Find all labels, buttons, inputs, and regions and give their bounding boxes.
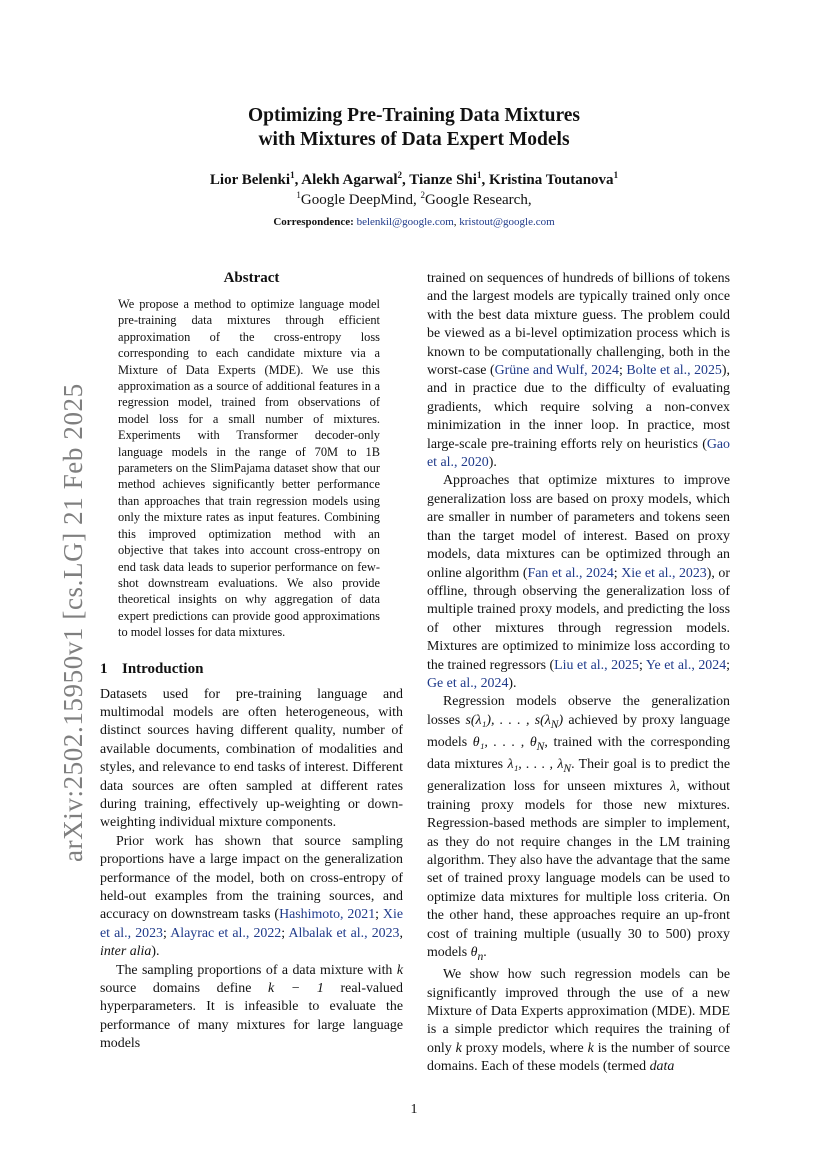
math-subscript: n [477,949,484,963]
affiliation-mark: 2 [420,190,425,200]
citation-link[interactable]: Hashimoto, 2021 [279,907,376,923]
text-run: We show how such regression models can be significantly improved through the use of a new Mixture of Data Experts approximation (MDE). MDE is a simple predictor which requires the training of only [427,967,730,1056]
text-run: , [399,925,403,941]
text-run: ). [488,455,497,471]
left-column [100,268,403,1054]
text-run: ; [162,925,171,941]
author-separator: , [481,172,489,188]
affiliation-name: Google DeepMind, [300,192,421,208]
intro-paragraph-6 [427,693,730,966]
citation-link[interactable]: Ye et al., 2024 [645,657,727,673]
text-run: is the number of source domains. Each of these models (termed [427,1040,730,1075]
arxiv-identifier-text: arXiv:2502.15950v1 [cs.LG] 21 Feb 2025 [58,383,88,862]
email-separator: , [453,216,460,228]
citation-link[interactable]: Gao et al., 2020 [427,436,730,471]
math-run: ) [558,712,564,728]
text-run: proxy models, where [461,1040,588,1056]
math-subscript: N [536,739,545,753]
math-expression [470,944,487,963]
text-run: Regression models observe the generalization losses [427,694,730,728]
text-run: ; [638,657,646,673]
math-variable: k [587,1040,594,1056]
text-run: Approaches that optimize mixtures to improve generalization loss are based on proxy models, which are smaller in number of parameters and tokens seen than the target model of interest. Based on proxy models, data mixtures can be optimized through an online algorithm ( [427,473,730,581]
intro-paragraph-2 [100,833,403,962]
author-separator: , [402,172,410,188]
math-run: θ [470,944,478,960]
text-run: , without training proxy models for those new mixtures. Regression-based methods are simpler to implement, as they do not require changes in the LM training algorithm. They also have the advantage that the same set of trained proxy language models can be used to optimize data mixtures for multiple loss criteria. On the other hand, these approaches require an up-front cost of training multiple (usually 30 to 500) proxy models [427,779,731,960]
author-name: Lior Belenki [209,172,291,188]
affiliations [100,190,728,210]
math-expression: k − 1 [268,981,324,997]
math-subscript: N [550,717,559,731]
math-run: λ₁, . . . , λ [507,757,564,773]
math-run: s(λ₁), . . . , s(λ [465,712,551,728]
section-heading-introduction [100,659,403,679]
text-run: ; [613,565,622,581]
citation-link[interactable]: Ge et al., 2024 [427,675,509,691]
math-variable: k [396,962,403,978]
author-affiliation-mark: 1 [613,170,619,180]
math-run: θ₁, . . . , θ [472,734,537,750]
intro-paragraph-1: Datasets used for pre-training language and multimodal models are often heterogeneous, with distinct sources having different quality, number of available documents, combination of modalities and styles, and relevance to end tasks of interest. Different data sources are often sampled at different rates during training, effectively up-weighting or down-weighting individual mixture components. [100,686,403,831]
email-link[interactable]: kristout@google.com [459,216,555,228]
text-run: ; [375,907,383,923]
author-affiliation-mark: 1 [290,170,295,180]
text-run: . [483,944,487,960]
abstract-text: We propose a method to optimize language model pre-training data mixtures through efficient approximation of the cross-entropy loss corresponding to each candidate mixture via a Mixture of Data Experts (MDE). We use this approximation as a source of additional features in a regression model, trained from observations of model loss for a small number of mixtures. Experiments with Transformer decoder-only language models in the range of 70M to 1B parameters on the SlimPajama dataset show that our method achieves significantly better performance than approaches that train regression models using only the mixture rates as input features. Combining this improved optimization method with an objective that takes into account cross-entropy on end task data leads to superior performance on few-shot downstream evaluations. We also provide theoretical insights on why aggregation of data expert predictions can provide good approximations to model losses for data mixtures. [118,297,380,640]
text-run: Prior work has shown that source sampling proportions have a large impact on the generalization performance of the model, both on cross-entropy of held-out examples from the training sources, and accuracy on downstream tasks ( [100,833,403,923]
intro-paragraph-7 [427,966,730,1076]
author-name: Alekh Agarwal [301,172,398,188]
math-variable: λ [670,779,677,795]
text-run: source domains define [100,981,269,997]
intro-paragraph-4 [427,270,730,472]
author-list [100,170,728,190]
affiliation-mark: 1 [296,190,301,200]
citation-link[interactable]: Xie et al., 2023 [100,907,403,941]
math-subscript: N [563,761,572,775]
text-run: ). [508,675,517,691]
right-column [427,268,730,1077]
text-run: . Their goal is to predict the generalization loss for unseen mixtures [427,757,730,795]
abstract-heading: Abstract [223,270,280,286]
section-title: Introduction [122,660,204,677]
text-run: ; [726,657,730,673]
citation-link[interactable]: Bolte et al., 2025 [626,363,722,379]
section-number: 1 [100,660,108,677]
math-variable: k [455,1040,462,1056]
author-name: Tianze Shi [409,172,477,188]
math-expression [465,712,564,731]
text-run: , trained with the corresponding data mixtures [427,734,731,773]
text-run: trained on sequences of hundreds of billions of tokens and the largest models are typically trained only once with the best data mixture guess. The problem could be viewed as a bi-level optimization process which is known to be computationally challenging, both in the worst-case ( [427,271,730,379]
citation-link[interactable]: Liu et al., 2025 [554,657,639,673]
citation-link[interactable]: Alayrac et al., 2022 [170,925,282,941]
correspondence-label: Correspondence: [273,216,354,228]
intro-paragraph-3 [100,962,403,1054]
citation-link[interactable]: Xie et al., 2023 [621,565,707,581]
text-run: The sampling proportions of a data mixture with [116,962,397,978]
correspondence [100,214,728,230]
email-link[interactable]: belenkil@google.com [356,216,454,228]
text-run: achieved by proxy language models [427,712,730,750]
arxiv-identifier [20,362,88,862]
text-run: ), or offline, through observing the generalization loss of multiple trained proxy models, and predicting the loss of other mixtures through regression models. Mixtures are optimized to minimize loss according to the trained regressors ( [427,565,730,673]
text-run: ). [151,944,160,960]
emphasis: inter alia [100,944,152,960]
text-run: real-valued hyperparameters. It is infeasible to evaluate the performance of many mixtures for large language models [100,981,403,1052]
citation-link[interactable]: Albalak et al., 2023 [288,925,400,941]
citation-link[interactable]: Fan et al., 2024 [527,565,614,581]
paper-title-line-1: Optimizing Pre-Training Data Mixtures [247,105,580,126]
author-separator: , [294,172,302,188]
paper-header [100,104,728,230]
emphasis: data [649,1059,675,1075]
author-name: Kristina Toutanova [488,172,614,188]
math-expression [507,757,572,775]
intro-paragraph-5 [427,472,730,693]
affiliation-name: Google Research, [424,192,532,208]
author-affiliation-mark: 1 [476,170,482,180]
math-expression [472,734,545,753]
author-affiliation-mark: 2 [397,170,403,180]
citation-link[interactable]: Grüne and Wulf, 2024 [494,363,619,379]
text-run: ; [281,925,289,941]
text-run: ; [618,363,627,379]
paper-title-line-2: with Mixtures of Data Expert Models [258,129,570,150]
text-run: ), and in practice due to the difficulty of evaluating gradients, which require solving a non-convex minimization in the inner loop. In practice, most large-scale pre-training efforts rely on heuristics ( [427,363,730,452]
page-number: 1 [410,1102,418,1117]
